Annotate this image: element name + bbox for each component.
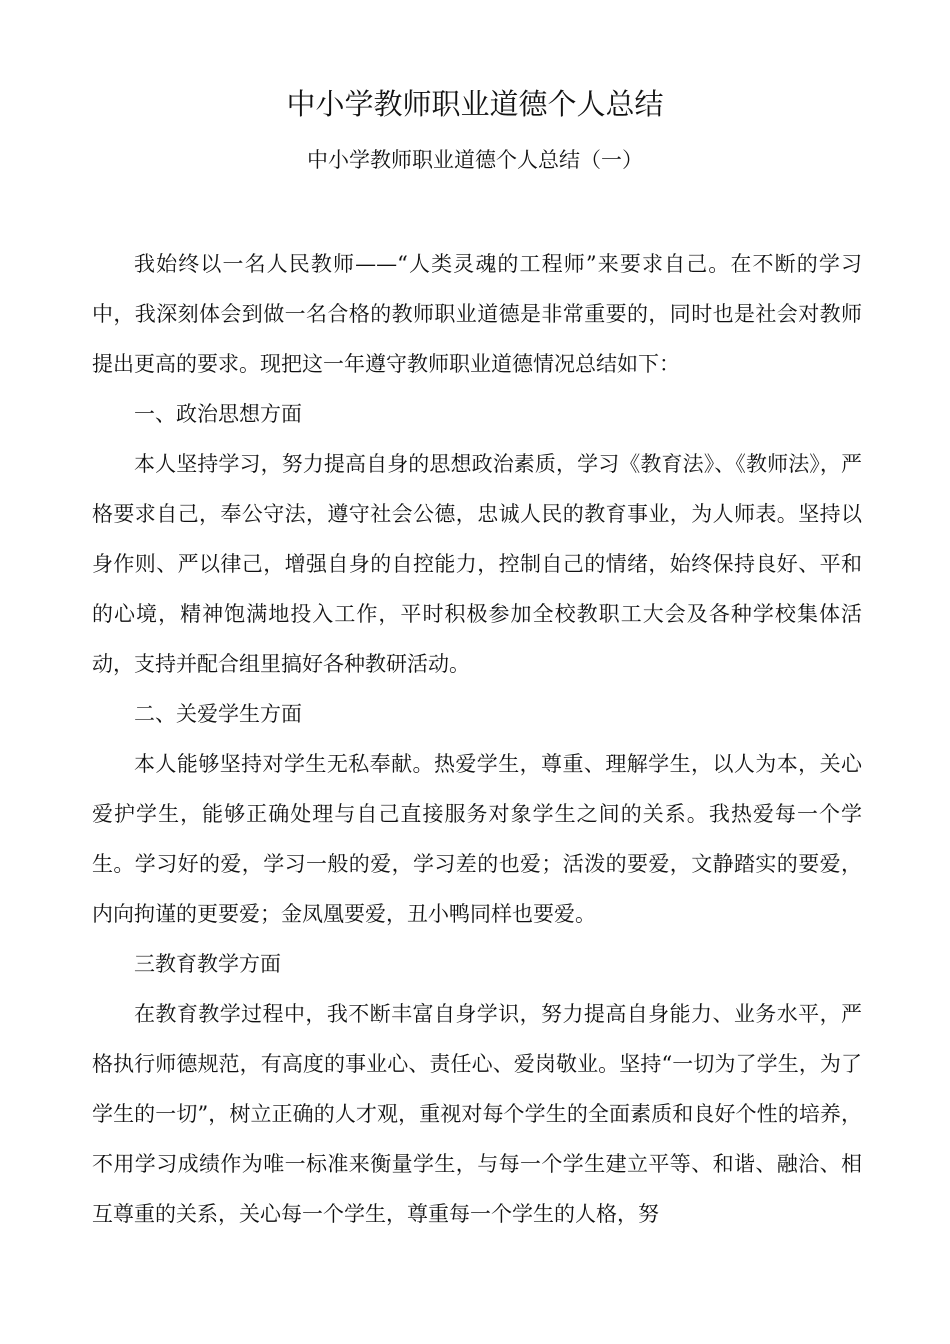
paragraph-teaching: 在教育教学过程中，我不断丰富自身学识，努力提高自身能力、业务水平，严格执行师德规范，有高度的事业心、责任心、爱岗敬业。坚持“一切为了学生，为了学生的一切”，树立正确的人才观，重视对每个学生的全面素质和良好个性的培养，不用学习成绩作为唯一标准来衡量学生，与每一个学生建立平等、和谐、融洽、相互尊重的关系，关心每一个学生，尊重每一个学生的人格，努 <box>92 1002 862 1226</box>
document-body <box>92 239 862 1239</box>
section-heading-students: 二、关爱学生方面 <box>134 702 302 726</box>
paragraph-intro: 我始终以一名人民教师——“人类灵魂的工程师”来要求自己。在不断的学习中，我深刻体会到做一名合格的教师职业道德是非常重要的，同时也是社会对教师提出更高的要求。现把这一年遵守教师职业道德情况总结如下： <box>92 252 862 376</box>
section-heading-politics: 一、政治思想方面 <box>134 402 302 426</box>
document-title: 中小学教师职业道德个人总结 <box>286 87 664 121</box>
document-subtitle: 中小学教师职业道德个人总结（一） <box>307 148 643 172</box>
paragraph-students: 本人能够坚持对学生无私奉献。热爱学生，尊重、理解学生，以人为本，关心爱护学生，能够正确处理与自己直接服务对象学生之间的关系。我热爱每一个学生。学习好的爱，学习一般的爱，学习差的也爱；活泼的要爱，文静踏实的要爱，内向拘谨的更要爱；金凤凰要爱，丑小鸭同样也要爱。 <box>92 752 862 926</box>
section-heading-teaching: 三教育教学方面 <box>134 952 281 976</box>
paragraph-politics: 本人坚持学习，努力提高自身的思想政治素质，学习《教育法》、《教师法》，严格要求自己，奉公守法，遵守社会公德，忠诚人民的教育事业，为人师表。坚持以身作则、严以律己，增强自身的自控能力，控制自己的情绪，始终保持良好、平和的心境，精神饱满地投入工作，平时积极参加全校教职工大会及各种学校集体活动，支持并配合组里搞好各种教研活动。 <box>92 452 862 676</box>
